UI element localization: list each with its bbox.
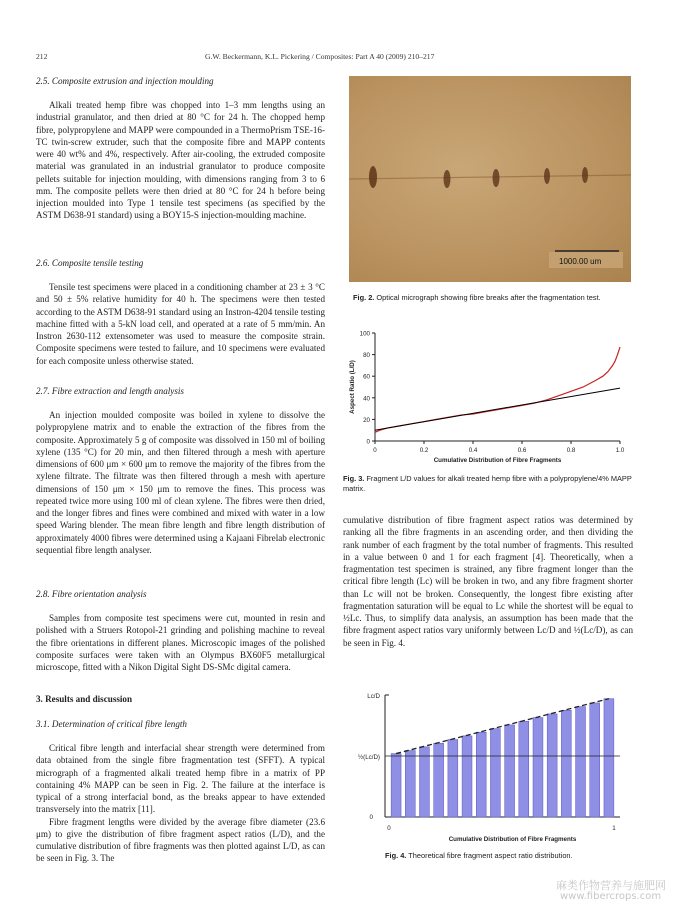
section-2-6-title: 2.6. Composite tensile testing [36, 258, 144, 268]
fig4-bar [547, 714, 557, 817]
fig4-bar [448, 740, 458, 817]
section-2-5-text [36, 99, 325, 222]
fig4-bar [462, 736, 472, 817]
fig4-chart [340, 685, 640, 845]
section-3-1-paragraph-1: Critical fibre length and interfacial shear strength were determined from data obtained from the single fibre fragmentation test (SFFT). A typical micrograph of a fragmented alkali treated hemp fibre in a matrix of PP containing 4% MAPP can be seen in Fig. 2. The failure at the interface is typical of a strong interfacial bond, as the breaks appear to have extended transversely into the matrix [11]. [36, 743, 325, 815]
section-2-7-text [36, 409, 325, 556]
fig4-bar [533, 718, 543, 817]
fig3-y-tick-label: 100 [359, 330, 370, 338]
fig4-caption [385, 851, 635, 861]
fig3-x-tick-label: 0 [373, 447, 377, 454]
fig4-x-tick-label: 1 [612, 825, 616, 832]
running-title: G.W. Beckermann, K.L. Pickering / Composites: Part A 40 (2009) 210–217 [205, 52, 435, 61]
fig4-y-label-half: ½(Lc/D) [357, 754, 380, 761]
fig3-x-tick-label: 0.4 [468, 447, 478, 454]
fig4-y-label-zero: 0 [369, 814, 373, 821]
section-2-7-title: 2.7. Fibre extraction and length analysis [36, 386, 184, 396]
fibre-line [349, 175, 631, 179]
section-2-8-title: 2.8. Fibre orientation analysis [36, 589, 147, 599]
fibre-break [444, 170, 451, 188]
section-3-1-text [36, 742, 325, 865]
fig4-bar [391, 754, 401, 817]
fibre-break [582, 167, 588, 183]
fig4-bar [590, 703, 600, 817]
fig3-x-tick-label: 0.8 [566, 447, 576, 454]
micrograph-features [349, 76, 631, 282]
fig4-label: Fig. 4. [385, 851, 407, 860]
section-2-6-text [36, 281, 325, 367]
fig3-y-tick-label: 20 [363, 416, 370, 424]
section-3-1-paragraph-2: Fibre fragment lengths were divided by the average fibre diameter (23.6 μm) to give the distribution of fibre fragment aspect ratios (L/D), and the cumulative distribution of fibre fragments was then plotted against L/D, as can be seen in Fig. 3. The [36, 816, 325, 864]
fig4-bar [561, 710, 571, 817]
fig3-y-tick-label: 80 [363, 352, 370, 360]
fig3-x-tick-label: 0.2 [419, 447, 429, 454]
section-2-5-title: 2.5. Composite extrusion and injection moulding [36, 76, 214, 86]
fig2-caption-text: Optical micrograph showing fibre breaks after the fragmentation test. [376, 293, 601, 302]
fig3-label: Fig. 3. [343, 474, 365, 483]
fig4-caption-text: Theoretical fibre fragment aspect ratio distribution. [408, 851, 573, 860]
section-3-title: 3. Results and discussion [36, 694, 133, 704]
fig2-label: Fig. 2. [353, 293, 375, 302]
watermark-url: www.fibercrops.com [560, 891, 662, 902]
section-3-1-title: 3.1. Determination of critical fibre length [36, 719, 187, 729]
section-2-8-text [36, 612, 325, 673]
fibre-break [369, 166, 377, 188]
right-body-paragraph: cumulative distribution of fibre fragment aspect ratios was determined by ranking all the fibre fragments in an ascending order, and then dividing the rank number of each fragment by the total number of fragments. This resulted in a value between 0 and 1 for each fragment [4]. Theoretically, when a fragmentation test specimen is strained, any fibre fragment longer than the critical fibre length (Lc) will be broken in two, and any fibre fragment shorter than Lc will not be broken. Consequently, the longest fibre existing after fragmentation saturation will be equal to Lc while the shortest will be equal to ½Lc. Thus, to simplify data analysis, an assumption has been made that the fibre fragment aspect ratios vary uniformly between Lc/D and ½(Lc/D), as can be seen in Fig. 4. [343, 515, 633, 648]
fig3-x-axis-label: Cumulative Distribution of Fibre Fragments [433, 457, 562, 464]
fig4-bar [405, 751, 415, 817]
fibre-break [493, 169, 500, 187]
fig3-chart [340, 320, 640, 470]
fig4-bar [576, 707, 586, 817]
scale-bar-label: 1000.00 um [559, 257, 602, 266]
fig3-y-axis-label: Aspect Ratio (L/D) [349, 360, 356, 414]
section-2-5-paragraph: Alkali treated hemp fibre was chopped into 1–3 mm lengths using an industrial granulator, and then dried at 80 °C for 24 h. The chopped hemp fibre, polypropylene and MAPP were compounded in a ThermoPrism TSE-16-TC twin-screw extruder, such that the composite fibre and MAPP contents were 40 wt% and 4%, respectively. After air-cooling, the extruded composite material was granulated in an industrial granulator to produce composite pellets suitable for injection moulding, with dimensions ranging from 3 to 6 mm. The composite pellets were then dried at 80 °C for 24 h before being injection moulded into Type 1 tensile test specimens (as specified by the ASTM D638-91 standard) using a BOY15-S injection-moulding machine. [36, 100, 325, 221]
fig4-bar [476, 732, 486, 817]
fig3-data-series [375, 347, 620, 432]
fig3-y-tick-label: 40 [363, 395, 370, 403]
fig3-caption-text: Fragment L/D values for alkali treated hemp fibre with a polypropylene/4% MAPP matrix. [343, 474, 632, 493]
fig4-x-axis-label: Cumulative Distribution of Fibre Fragments [448, 836, 577, 843]
fibre-break [544, 168, 550, 184]
fig3-x-tick-label: 0.6 [517, 447, 527, 454]
fig3-caption [343, 474, 633, 493]
fig4-bar [420, 747, 430, 817]
fig4-x-tick-label: 0 [387, 825, 391, 832]
fig2-micrograph [349, 76, 631, 282]
fig4-bar [490, 729, 500, 817]
fig3-y-tick-label: 0 [366, 438, 370, 446]
fig4-bar [604, 699, 614, 817]
fig4-bar [434, 743, 444, 817]
fig4-bar [519, 721, 529, 817]
page-number: 212 [36, 52, 48, 61]
fig4-y-label-top: Lc/D [367, 693, 380, 700]
section-2-7-paragraph: An injection moulded composite was boiled in xylene to dissolve the polypropylene matrix and to enable the extraction of the fibres from the composite. Approximately 5 g of composite was dissolved in 150 ml of boiling xylene (135 °C) for 20 min, and then filtered through a mesh with aperture dimensions of 600 μm × 600 μm to remove the majority of the fibres from the xylene filtrate. The filtrate was then filtered through a mesh with aperture dimensions of 150 μm × 150 μm to remove the fines. This process was repeated twice more using 100 ml of clean xylene. The fibres were then dried, and the longer fibres and fines were combined and mixed with water in a low speed Waring blender. The mean fibre length and fibre length distribution of approximately 4000 fibres were determined using a Kajaani Fibrelab electronic sequential fibre length analyser. [36, 410, 325, 555]
section-2-6-paragraph: Tensile test specimens were placed in a conditioning chamber at 23 ± 3 °C and 50 ± 5% relative humidity for 40 h. The specimens were then tested according to the ASTM D638-91 standard using an Instron-4204 tensile testing machine fitted with a 5-kN load cell, and operated at a rate of 5 mm/min. An Instron 2630-112 extensometer was used to measure the composite strain. Composite specimens were tested to failure, and 10 specimens were evaluated for each composite unless otherwise stated. [36, 282, 325, 366]
section-2-8-paragraph: Samples from composite test specimens were cut, mounted in resin and polished with a Struers Rotopol-21 grinding and polishing machine to reveal the fibre orientations in different planes. Microscopic images of the polished composite surfaces were taken with an Olympus BX60F5 metallurgical microscope, fitted with a Nikon Digital Sight DS-SMc digital camera. [36, 613, 325, 672]
fig4-bar [505, 725, 515, 817]
fig3-fit-line [375, 388, 620, 430]
fig3-y-tick-label: 60 [363, 373, 370, 381]
watermark-cn: 麻类作物营养与施肥网 [556, 879, 666, 892]
fig3-x-tick-label: 1.0 [615, 447, 625, 454]
fig2-caption [353, 293, 633, 303]
right-body-text [343, 514, 633, 649]
